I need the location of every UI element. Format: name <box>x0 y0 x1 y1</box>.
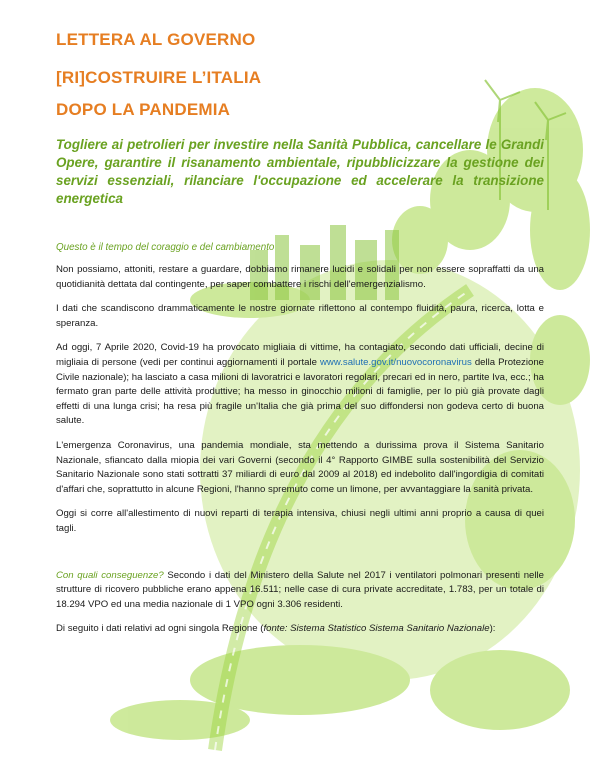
salute-gov-link[interactable]: www.salute.gov.it/nuovocoronavirus <box>320 356 472 368</box>
paragraph-6-lead: Con quali conseguenze? <box>56 569 164 581</box>
paragraph-1: Non possiamo, attoniti, restare a guardare, dobbiamo rimanere lucidi e solidali per non essere sopraffatti da una quotidianità dettata dal contingente, per saper combattere i rischi dell'emergenzialismo. <box>56 264 544 290</box>
paragraph-6-text: Secondo i dati del Ministero della Salute nel 2017 i ventilatori polmonari presenti nelle strutture di ricovero pubbliche erano appena 16.511; nelle case di cura private accreditate, 1.783, per un totale di 18.294 VPO ed una media nazionale di 1 VPO ogni 3.306 residenti. <box>56 569 544 610</box>
title-line-3: DOPO LA PANDEMIA <box>56 100 231 119</box>
paragraph-3-text-b: della Protezione Civile nazionale); ha lasciato a casa milioni di lavoratrici e lavoratori regolari, precari ed in nero, partite Iva, ecc.; ha fermato gran parte delle attività produttive; ha messo in ginocchio milioni di famiglie, per lo più già provate dagli effetti di una lunga crisi; ha resa più fragile un'Italia che già prima del suo diffondersi non godeva certo di buona salute. <box>56 356 544 427</box>
paragraph-3 <box>56 341 544 429</box>
subtitle: Togliere ai petrolieri per investire nella Sanità Pubblica, cancellare le Grandi Opere, garantire il risanamento ambientale, ripubblicizzare la gestione dei servizi essenziali, rilanciare l'occupazione ed accelerare la transizione energetica <box>56 137 544 206</box>
paragraph-5: Oggi si corre all'allestimento di nuovi reparti di terapia intensiva, chiusi negli ultimi anni proprio a causa di quei tagli. <box>56 508 544 534</box>
section-heading: Questo è il tempo del coraggio e del cambiamento <box>56 242 275 253</box>
paragraph-7-text-a: Di seguito i dati relativi ad ogni singola Regione ( <box>56 623 264 635</box>
paragraph-4: L'emergenza Coronavirus, una pandemia mondiale, sta mettendo a durissima prova il Sistema Sanitario Nazionale, sfiancato dalla miopia dei vari Governi (secondo il 4° Rapporto GIMBE sulla sostenibilità del Servizio Sanitario Nazionale sono stati sottratti 37 miliardi di euro dal 2009 al 2018) ed indebolito dall'ingordigia di comitati d'affari che, soprattutto in alcune Regioni, l'hanno spremuto come un limone, per avvantaggiare la sanità privata. <box>56 439 544 495</box>
paragraph-7-text-b: ): <box>489 623 496 635</box>
title-line-2: [RI]COSTRUIRE L’ITALIA <box>56 68 262 87</box>
paragraph-7 <box>56 622 544 637</box>
paragraph-6 <box>56 569 544 613</box>
paragraph-3-text-a: Ad oggi, 7 Aprile 2020, Covid-19 ha provocato migliaia di vittime, ha contagiato, secondo dati ufficiali, decine di migliaia di persone (vedi per continui aggiornamenti il portale <box>56 342 544 368</box>
paragraph-7-source: fonte: Sistema Statistico Sistema Sanitario Nazionale <box>263 623 490 635</box>
title-line-1: LETTERA AL GOVERNO <box>56 30 256 49</box>
spacer <box>56 547 544 569</box>
paragraph-2: I dati che scandiscono drammaticamente le nostre giornate riflettono al contempo fluidità, paura, ricerca, lotta e speranza. <box>56 303 544 329</box>
document-page <box>56 30 544 647</box>
